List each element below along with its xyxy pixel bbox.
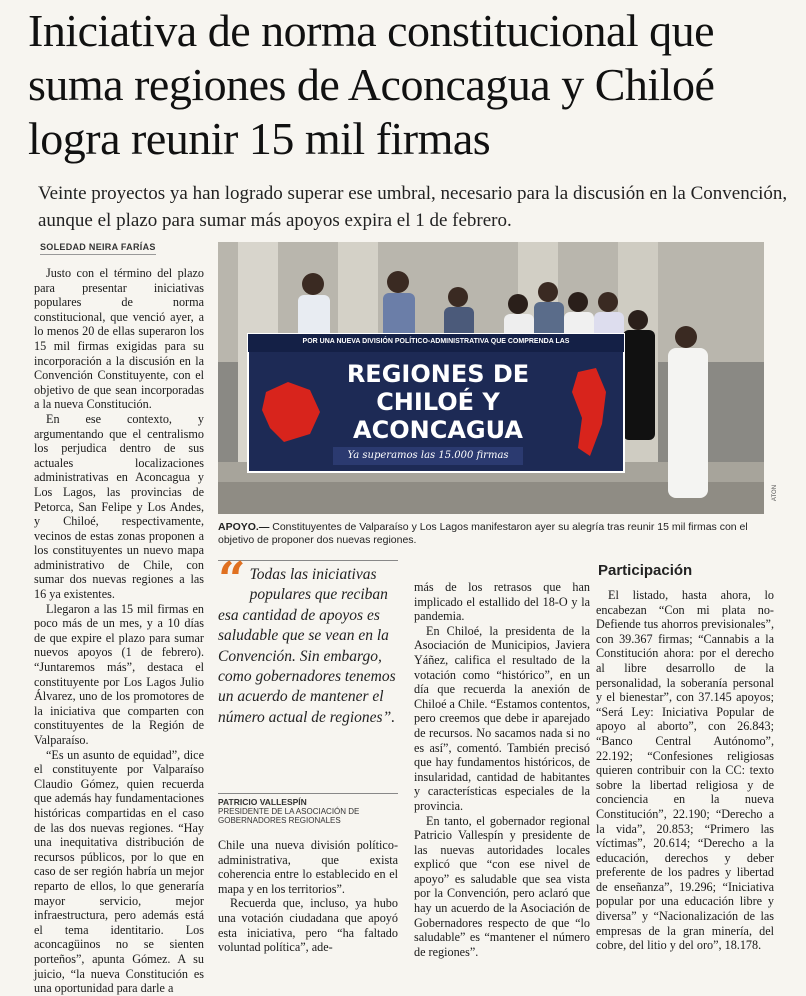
quote-author-role: PRESIDENTE DE LA ASOCIACIÓN DE GOBERNADORES REGIONALES — [218, 807, 360, 825]
paragraph: Llegaron a las 15 mil firmas en poco más de un mes, y a 10 días de que expire el plazo para sumar nuevos apoyos (1 de febrero). “Juntaremos más”, destaca el constituyente por Los Lagos Julio Álvarez, uno de los promotores de la iniciativa que comparten con constituyentes de la Región de Valparaíso. — [34, 601, 204, 747]
paragraph: En Chiloé, la presidenta de la Asociación de Municipios, Javiera Yáñez, califica el resultado de la votación como “histórico”, en un día que recuerda la anexión de Chiloé a Chile. “Estamos contentos, pero creemos que debe ir aparejado de recursos. No sacamos nada si no es así”, comentó. También precisó que hay fundamentos históricos, de insularidad, cantidad de habitantes y características especiales de la provincia. — [414, 623, 591, 813]
paragraph: En ese contexto, y argumentando que el centralismo los perjudica dentro de sus actuales localizaciones administrativas en Aconcagua y Los Lagos, las provincias de Petorca, San Felipe y Los Andes, y Chiloé, respectivamente, vecinos de estas zonas proponen a los constituyentes un nuevo mapa administrativo de Chile, con sumar dos nuevas regiones a las 16 ya existentes. — [34, 411, 204, 602]
pull-quote-text: Todas las iniciativas populares que reciban esa cantidad de apoyos es saludable que se vean en la Convención. Sin embargo, como gobernadores tenemos un acuerdo de mantener el número actual de regiones”. — [218, 566, 396, 726]
news-photo — [218, 242, 764, 514]
banner-line: ACONCAGUA — [353, 416, 523, 444]
paragraph: En tanto, el gobernador regional Patricio Vallespín y presidente de las nuevas autoridades locales explicó que “con ese nivel de apoyo” es saludable que sea vista por la Convención, pero aclaró que hay un acuerdo de la Asociación de Gobernadores respecto de que “lo saludable” es “mantener el número de regiones”. — [414, 813, 590, 959]
banner-bottom-text: Ya superamos las 15.000 firmas — [347, 450, 509, 461]
pull-quote — [218, 552, 398, 728]
byline: SOLEDAD NEIRA FARÍAS — [40, 242, 156, 255]
article-column-1 — [34, 266, 204, 996]
article-column-3 — [414, 580, 590, 959]
caption-lead: APOYO.— — [218, 521, 270, 533]
caption-text: Constituyentes de Valparaíso y Los Lagos manifestaron ayer su alegría tras reunir 15 mil firmas con el objetivo de proponer dos nuevas regiones. — [218, 521, 748, 546]
paragraph: Recuerda que, incluso, ya hubo una votación ciudadana que apoyó esta iniciativa, pero “ha faltado voluntad política”, ade- — [218, 896, 398, 955]
banner-line: CHILOÉ Y — [376, 388, 500, 416]
sidebar-title: Participación — [598, 562, 693, 579]
deck-subtitle: Veinte proyectos ya han logrado superar ese umbral, necesario para la discusión en la Convención, aunque el plazo para sumar más apoyos expira el 1 de febrero. — [38, 183, 788, 231]
photo-caption — [218, 521, 766, 547]
banner-main-text — [328, 360, 548, 444]
sidebar-text: El listado, hasta ahora, lo encabezan “Con mi plata no-Defiende tus ahorros previsionales”, con 39.367 firmas; “Cannabis a la Constitución ahora: por el derecho al libre desarrollo de la personalidad, la soberanía personal y el bienestar”, con 37.145 apoyos; “Será Ley: Iniciativa Popular de apoyo al aborto”, con 26.843; “Banco Central Autónomo”, 22.192; “Confesiones religiosas quieren contribuir con la CC: texto sobre la libertad religiosa y de conciencia en la nueva Constitución”, 22.190; “Derecho a la vida”, 20.853; “Primero las víctimas”, 20.614; “Derecho a la educación, derechos y deber preferente de los padres y libertad de enseñanza”, 19.296; “Iniciativa popular por una educación libre y diversa” y “Nacionalización de las empresas de la gran minería, del cobre, del litio y del oro”, 18.178. — [596, 588, 774, 953]
sidebar-column — [596, 588, 774, 953]
paragraph: Justo con el término del plazo para presentar iniciativas populares de norma constitucional, que venció ayer, a lo menos 20 de ellas superaron los 15 mil firmas exigidas para su incorporación a la discusión en la Convención Constituyente, con el objetivo de que sean incorporadas a la nueva Constitución. — [34, 266, 204, 412]
quote-author-name: PATRICIO VALLESPÍN — [218, 797, 307, 807]
headline: Iniciativa de norma constitucional que suma regiones de Aconcagua y Chiloé logra reunir 15 mil firmas — [28, 5, 715, 164]
quote-mark-icon: “ — [218, 552, 246, 608]
paragraph: Chile una nueva división político-administrativa, que exista coherencia entre lo establecido en el mapa y en los territorios”. — [218, 838, 398, 896]
photo-credit: ATON — [772, 484, 779, 502]
paragraph: más de los retrasos que han implicado el estallido del 18-O y la pandemia. — [414, 580, 590, 624]
paragraph: “Es un asunto de equidad”, dice el constituyente por Valparaíso Claudio Gómez, quien recuerda que además hay fundamentaciones históricas compartidas en el caso de las dos nuevas regiones. “Hay una inequitativa distribución de recursos públicos, por lo que en caso de ser región habría un mejor reparto de ellos, lo que generaría mayor servicio, mejor infraestructura, pero además está el tema identitario. Los aconcagüinos no se sienten porteños”, apunta Gómez. A su juicio, “la nueva Constitución es una oportunidad para darle a — [34, 747, 204, 996]
quote-author — [218, 793, 398, 825]
article-column-2 — [218, 838, 398, 955]
banner-top-text: POR UNA NUEVA DIVISIÓN POLÍTICO-ADMINISTRATIVA QUE COMPRENDA LAS — [302, 338, 570, 345]
banner-line: REGIONES DE — [346, 360, 530, 388]
